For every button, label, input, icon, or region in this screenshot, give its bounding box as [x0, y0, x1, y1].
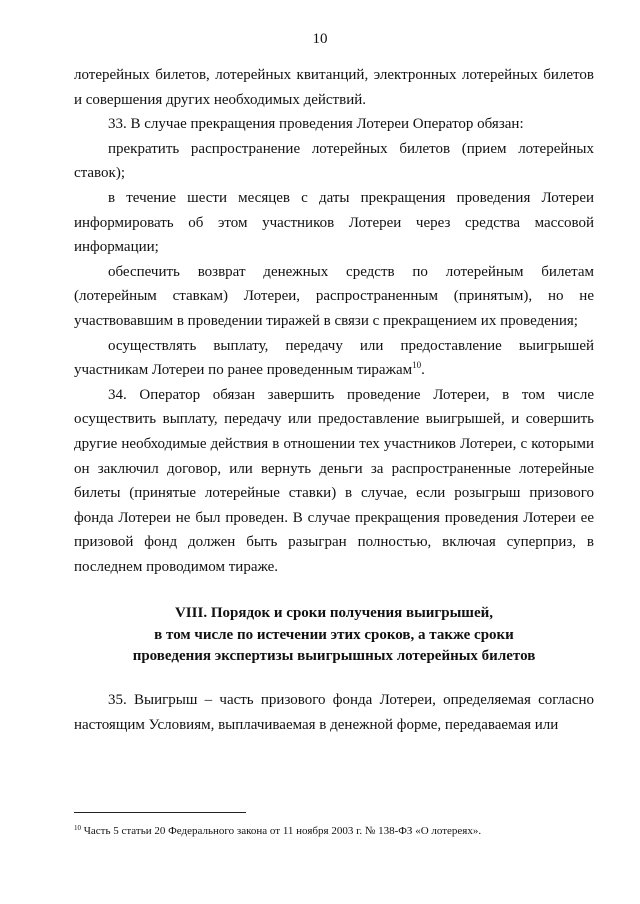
section-heading-line-2: в том числе по истечении этих сроков, а также сроки	[154, 626, 514, 643]
page-body	[74, 63, 594, 737]
paragraph-35: 35. Выигрыш – часть призового фонда Лотереи, определяемая согласно настоящим Условиям, выплачиваемая в денежной форме, передаваемая или	[74, 691, 594, 733]
footnote	[74, 824, 594, 838]
footnote-reference: 10	[412, 360, 422, 371]
section-heading-line-1: VIII. Порядок и сроки получения выигрышей,	[174, 605, 494, 622]
page-number: 10	[312, 31, 328, 47]
paragraph-34: 34. Оператор обязан завершить проведение Лотереи, в том числе осуществить выплату, передачу или предоставление выигрышей, и совершить другие необходимые действия в отношении тех участников Лотереи, с которыми он заключил договор, или вернуть деньги за распространенные лотерейные билеты (принятые лотерейные ставки) в случае, если розыгрыш призового фонда Лотереи не был проведен. В случае прекращения проведения Лотереи ее призовой фонд должен быть разыгран полностью, включая суперприз, в последнем проводимом тираже.	[74, 386, 594, 575]
paragraph-33-item-4-text: осуществлять выплату, передачу или предоставление выигрышей участникам Лотереи по ранее проведенным тиражам	[74, 337, 594, 379]
paragraph-33-item-3: обеспечить возврат денежных средств по лотерейным билетам (лотерейным ставкам) Лотереи, распространенным (принятым), но не участвовавшим в проведении тиражей в связи с прекращением их проведения;	[74, 263, 594, 329]
paragraph-33-item-2: в течение шести месяцев с даты прекращения проведения Лотереи информировать об этом участников Лотереи через средства массовой информации;	[74, 189, 594, 256]
paragraph-33-item-1: прекратить распространение лотерейных билетов (прием лотерейных ставок);	[74, 140, 594, 182]
footnote-separator	[74, 812, 246, 813]
section-heading	[74, 603, 594, 668]
paragraph-continuation: лотерейных билетов, лотерейных квитанций, электронных лотерейных билетов и совершения других необходимых действий.	[74, 67, 594, 108]
section-heading-line-3: проведения экспертизы выигрышных лотерейных билетов	[132, 648, 536, 665]
footnote-marker: 10	[74, 824, 81, 832]
footnote-text: Часть 5 статьи 20 Федерального закона от 11 ноября 2003 г. № 138-ФЗ «О лотереях».	[83, 825, 482, 837]
paragraph-33: 33. В случае прекращения проведения Лотереи Оператор обязан:	[108, 116, 524, 133]
paragraph-33-item-4: осуществлять выплату, передачу или предоставление выигрышей участникам Лотереи по ранее проведенным тиражам$^{10}$.	[74, 337, 594, 379]
